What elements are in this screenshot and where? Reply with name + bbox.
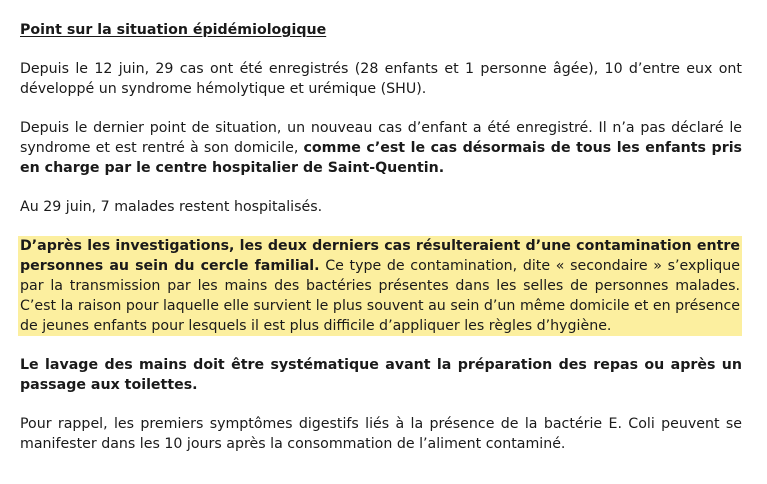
investigation-text: Ce type de contamination, dite « secondaire » s’explique par la transmission par les mains des bactéries présentes dans les selles de personnes malades. C’est la raison pour laquelle elle survient le plus souvent au sein d’un même domicile et en présence de jeunes enfants pour lesquels il est plus difficile d’appliquer les règles d’hygiène. xyxy=(20,258,740,334)
new-case-bold-text: comme c’est le cas désormais de tous les enfants pris en charge par le centre hospitalier de Saint-Quentin. xyxy=(20,140,743,176)
paragraph-case-count: Depuis le 12 juin, 29 cas ont été enregistrés (28 enfants et 1 personne âgée), 10 d’entre eux ont développé un syndrome hémolytique et urémique (SHU). xyxy=(20,61,742,97)
paragraph-handwashing: Le lavage des mains doit être systématique avant la préparation des repas ou après un passage aux toilettes. xyxy=(20,357,742,393)
new-case-text: Depuis le dernier point de situation, un nouveau cas d’enfant a été enregistré. Il n’a pas déclaré le syndrome et est rentré à son domicile, xyxy=(20,120,742,156)
paragraph-symptoms-reminder: Pour rappel, les premiers symptômes digestifs liés à la présence de la bactérie E. Coli peuvent se manifester dans les 10 jours après la consommation de l’aliment contaminé. xyxy=(20,416,742,452)
investigation-bold-text: D’après les investigations, les deux derniers cas résulteraient d’une contamination entre personnes au sein du cercle familial. xyxy=(20,238,740,274)
paragraph-highlighted-investigation xyxy=(18,236,742,336)
document-body xyxy=(20,20,742,473)
section-heading: Point sur la situation épidémiologique xyxy=(20,22,327,38)
paragraph-new-case xyxy=(20,118,742,178)
paragraph-hospitalized: Au 29 juin, 7 malades restent hospitalisés. xyxy=(20,199,323,215)
